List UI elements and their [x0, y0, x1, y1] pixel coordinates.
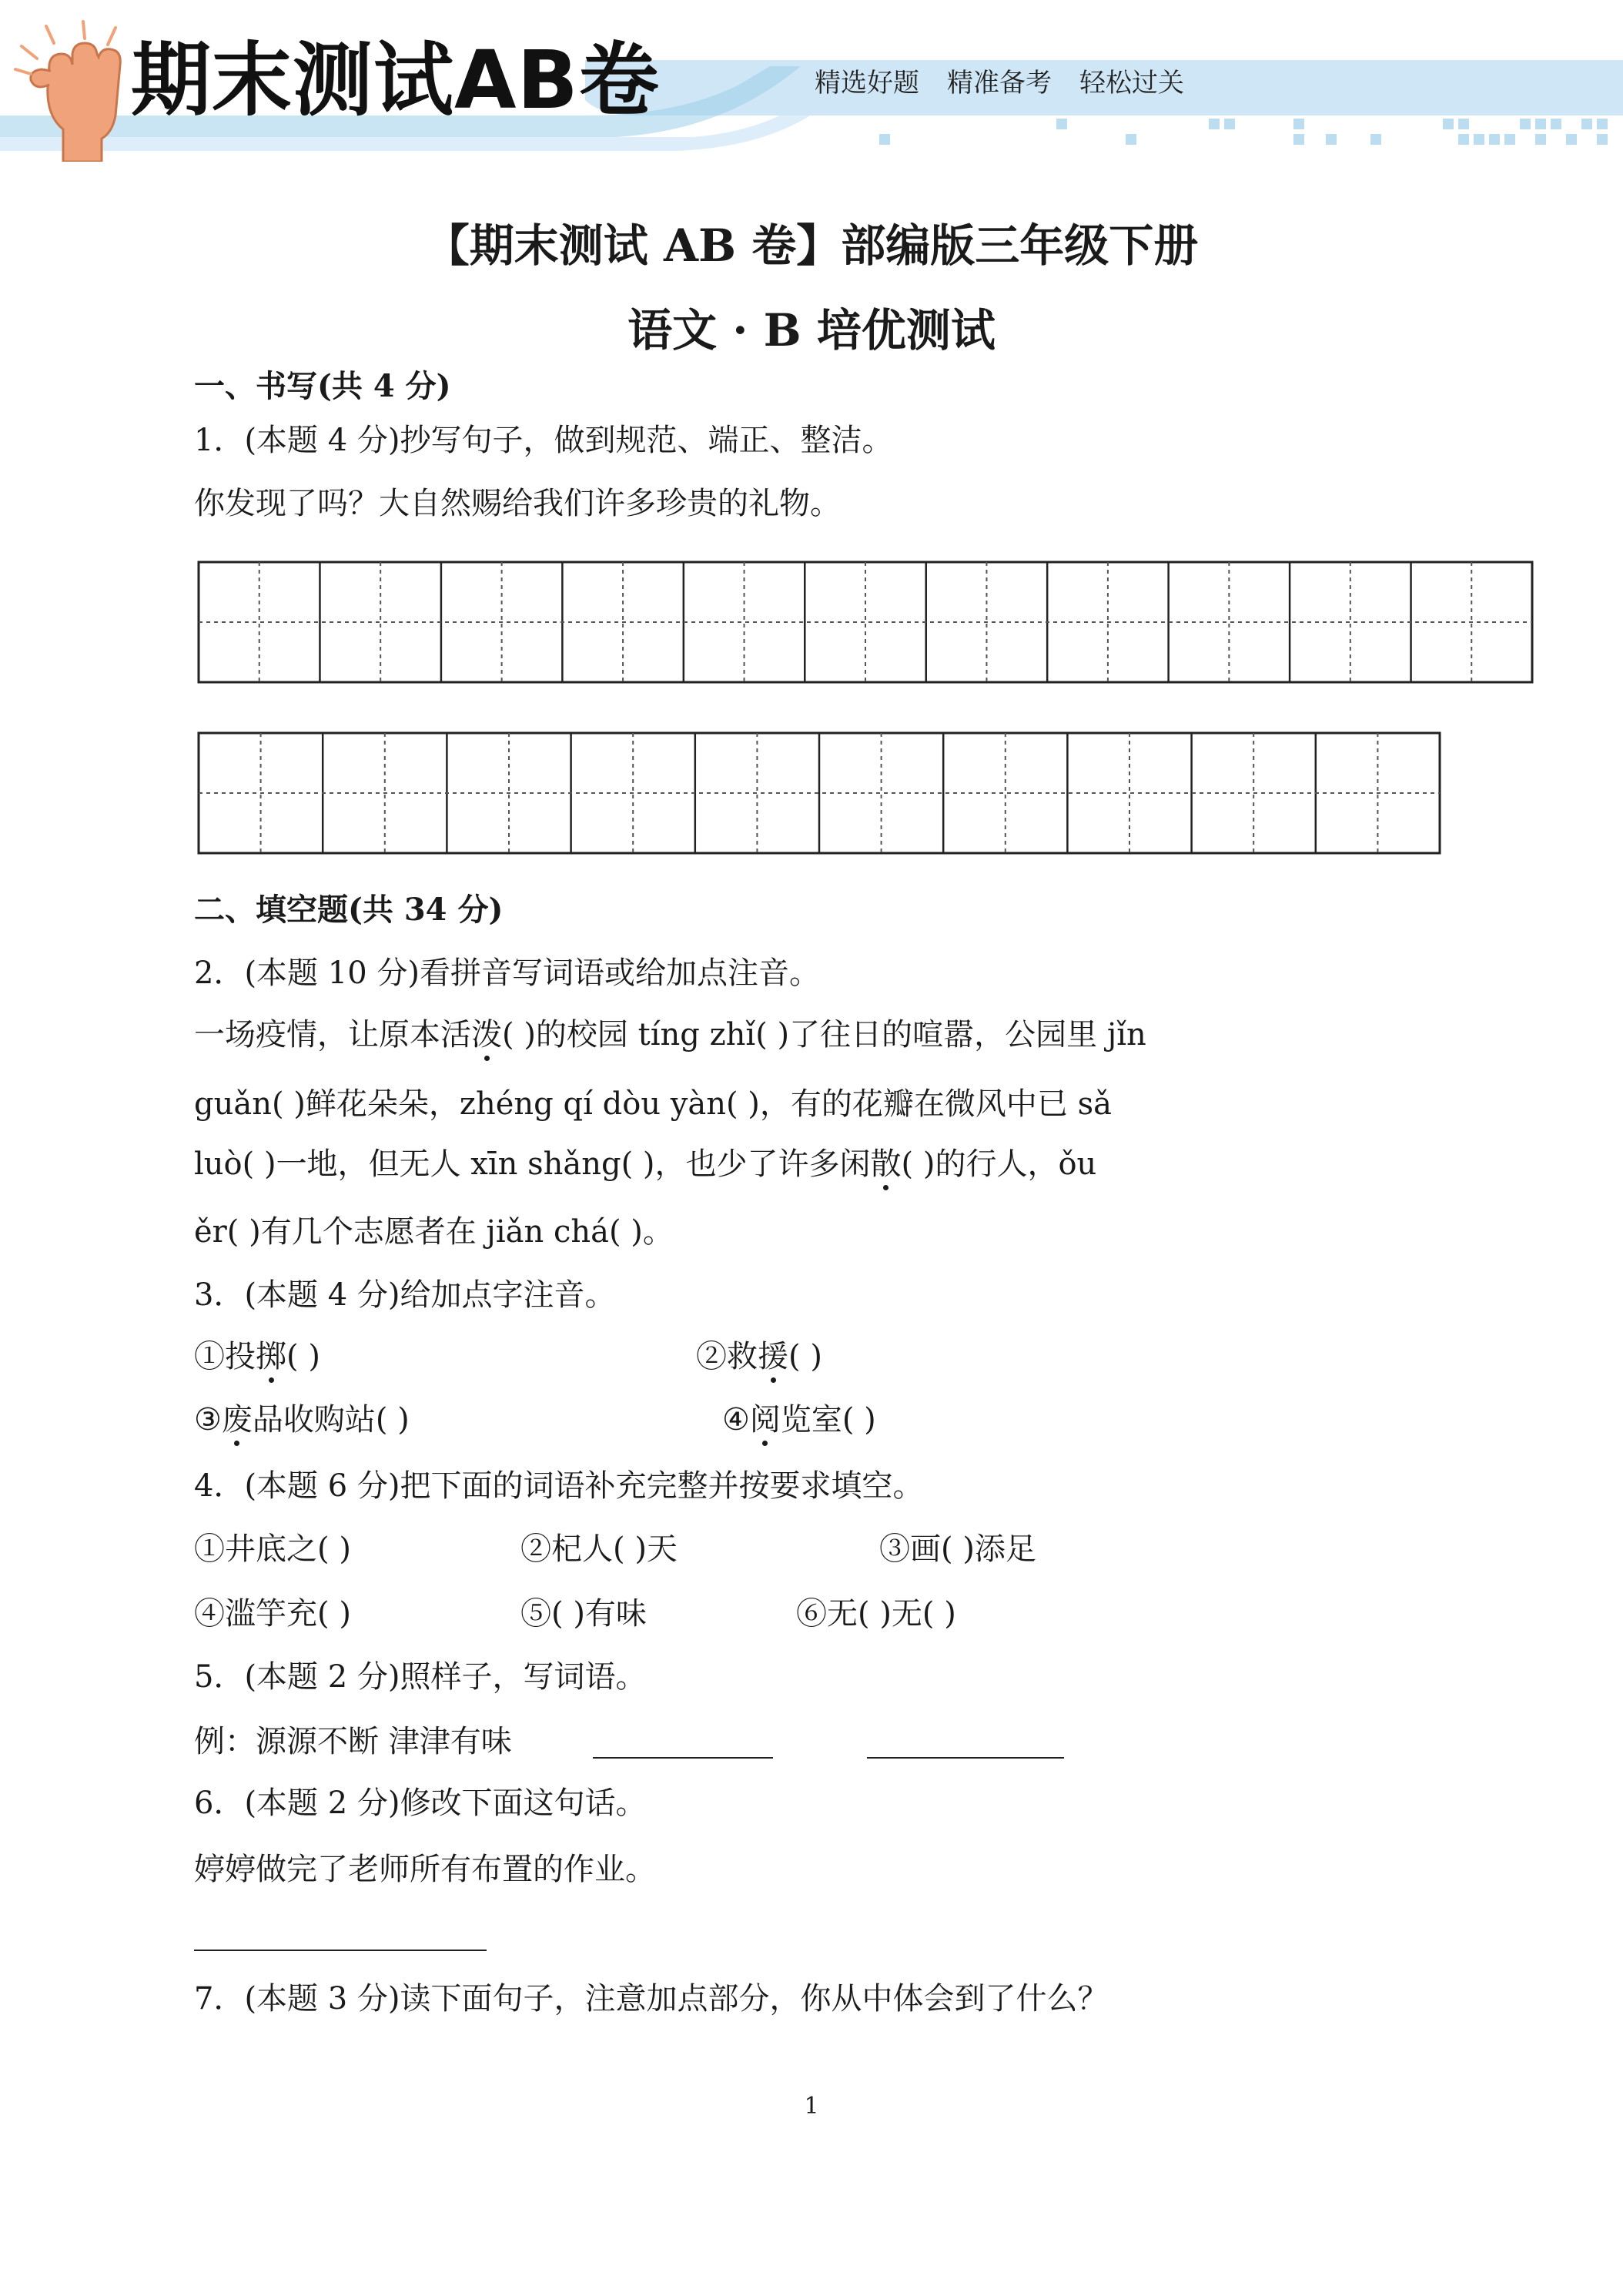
question-4-idiom-1: ①井底之( ): [194, 1531, 351, 1567]
question-3-item-4: ④阅览室( ): [722, 1402, 876, 1438]
slogan-1: 精选好题: [815, 68, 919, 99]
answer-line-5b[interactable]: [867, 1757, 1064, 1759]
section-heading-writing: 一、书写(共 4 分): [194, 368, 451, 404]
question-2-line-3: luò( )一地，但无人 xīn shǎng( )，也少了许多闲散( )的行人，ǒu: [194, 1146, 1097, 1182]
exam-title: 【期末测试 AB 卷】部编版三年级下册: [424, 219, 1199, 272]
section-heading-fill-in: 二、填空题(共 34 分): [194, 892, 504, 928]
question-2-prompt: 2．(本题 10 分)看拼音写词语或给加点注音。: [194, 956, 820, 991]
question-3-item-2: ②救援( ): [696, 1339, 822, 1374]
dotted-char: 泼: [471, 1017, 502, 1053]
question-3-prompt: 3．(本题 4 分)给加点字注音。: [194, 1277, 616, 1313]
dotted-char: 阅: [749, 1402, 781, 1438]
page-header: [0, 0, 1623, 162]
writing-grid-row-2[interactable]: [197, 731, 1441, 855]
dotted-char: 援: [758, 1339, 788, 1374]
question-4-idiom-5: ⑤( )有味: [520, 1596, 647, 1632]
slogan-2: 精准备考: [947, 68, 1052, 99]
question-4-idiom-6: ⑥无( )无( ): [796, 1596, 956, 1632]
question-3-item-1: ①投掷( ): [194, 1339, 320, 1374]
slogan-3: 轻松过关: [1079, 68, 1184, 99]
brand-title: 期末测试AB卷: [131, 33, 660, 127]
question-1-sentence: 你发现了吗？大自然赐给我们许多珍贵的礼物。: [194, 486, 841, 521]
question-4-idiom-3: ③画( )添足: [879, 1531, 1036, 1567]
question-4-idiom-2: ②杞人( )天: [520, 1531, 678, 1567]
question-3-item-3: ③废品收购站( ): [194, 1402, 410, 1438]
question-6-prompt: 6．(本题 2 分)修改下面这句话。: [194, 1786, 647, 1821]
question-2-line-2: guǎn( )鲜花朵朵，zhéng qí dòu yàn( )，有的花瓣在微风中已 sǎ: [194, 1086, 1112, 1122]
slogan-group: [815, 62, 1184, 99]
question-6-sentence: 婷婷做完了老师所有布置的作业。: [194, 1852, 656, 1887]
question-7-prompt: 7．(本题 3 分)读下面句子，注意加点部分，你从中体会到了什么？: [194, 1981, 1109, 2017]
page-number: 1: [804, 2093, 819, 2120]
question-5-example: 例：源源不断 津津有味: [194, 1724, 512, 1759]
answer-line-6[interactable]: [194, 1950, 487, 1951]
question-2-line-4: ěr( )有几个志愿者在 jiǎn chá( )。: [194, 1214, 674, 1250]
exam-subtitle: 语文 · B 培优测试: [627, 304, 996, 356]
writing-grid-row-1[interactable]: [197, 561, 1534, 684]
dotted-char: 废: [221, 1402, 253, 1438]
question-1-prompt: 1．(本题 4 分)抄写句子，做到规范、端正、整洁。: [194, 423, 893, 458]
dotted-char: 散: [870, 1146, 902, 1182]
question-2-line-1: 一场疫情，让原本活泼( )的校园 tíng zhǐ( )了往日的喧嚣，公园里 jǐn: [194, 1017, 1146, 1053]
question-5-prompt: 5．(本题 2 分)照样子，写词语。: [194, 1659, 647, 1695]
answer-line-5a[interactable]: [593, 1757, 773, 1759]
question-4-prompt: 4．(本题 6 分)把下面的词语补充完整并按要求填空。: [194, 1468, 924, 1504]
question-4-idiom-4: ④滥竽充( ): [194, 1596, 351, 1632]
dotted-char: 掷: [256, 1339, 286, 1374]
